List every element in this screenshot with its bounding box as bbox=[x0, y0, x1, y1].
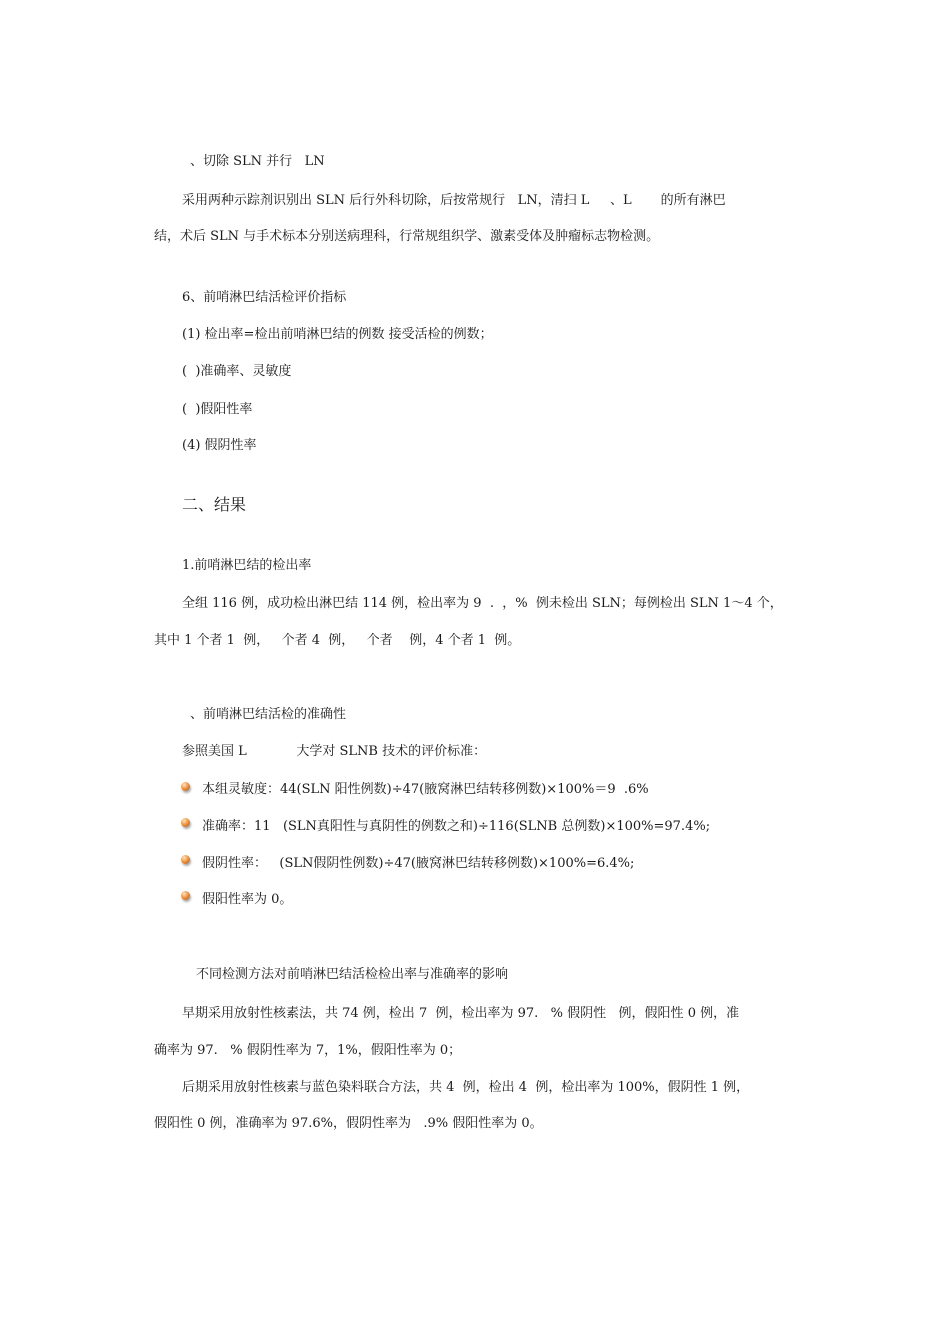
bullet-sensitivity: 本组灵敏度：44(SLN 阳性例数)÷47(腋窝淋巴结转移例数)×100%＝9 .6% bbox=[202, 782, 649, 797]
result-2-intro: 参照美国 L 大学对 SLNB 技术的评价标准： bbox=[182, 744, 487, 759]
bullet-accuracy: 准确率：11 (SLN真阳性与真阴性的例数之和)÷116(SLNB 总例数)×100%=97.4%; bbox=[202, 819, 711, 834]
result-2-heading: 、前哨淋巴结活检的准确性 bbox=[190, 707, 347, 722]
result-3-paragraph-2-line-1: 后期采用放射性核素与蓝色染料联合方法，共 4 例，检出 4 例，检出率为 100%，假阴性 1 例， bbox=[182, 1080, 750, 1095]
criteria-item-2: ( )准确率、灵敏度 bbox=[182, 364, 292, 379]
result-1-paragraph-line-1: 全组 116 例，成功检出淋巴结 114 例，检出率为 9 . ，% 例未检出 SLN；每例检出 SLN 1～4 个， bbox=[182, 596, 783, 611]
criteria-item-1: (1) 检出率=检出前哨淋巴结的例数 接受活检的例数； bbox=[182, 327, 493, 342]
criteria-item-4: (4) 假阴性率 bbox=[182, 438, 257, 453]
orange-bullet-icon bbox=[181, 855, 190, 864]
section-5-paragraph-line-2: 结，术后 SLN 与手术标本分别送病理科，行常规组织学、激素受体及肿瘤标志物检测。 bbox=[154, 229, 660, 244]
result-1-paragraph-line-2: 其中 1 个者 1 例， 个者 4 例， 个者 例，4 个者 1 例。 bbox=[154, 633, 521, 648]
orange-bullet-icon bbox=[181, 782, 190, 791]
criteria-item-3: ( )假阳性率 bbox=[182, 402, 253, 417]
orange-bullet-icon bbox=[181, 818, 190, 827]
bullet-false-positive-rate: 假阳性率为 0。 bbox=[202, 892, 293, 907]
result-3-paragraph-2-line-2: 假阳性 0 例，准确率为 97.6%，假阴性率为 .9% 假阳性率为 0。 bbox=[154, 1116, 543, 1131]
result-3-paragraph-1-line-2: 确率为 97. % 假阴性率为 7，1%，假阳性率为 0； bbox=[154, 1043, 462, 1058]
result-3-paragraph-1-line-1: 早期采用放射性核素法，共 74 例，检出 7 例，检出率为 97. % 假阴性 例，假阳性 0 例，准 bbox=[182, 1006, 740, 1021]
section-5-paragraph-line-1: 采用两种示踪剂识别出 SLN 后行外科切除，后按常规行 LN，清扫 L 、L 的所有淋巴 bbox=[182, 193, 726, 208]
section-5-heading: 、切除 SLN 并行 LN bbox=[190, 154, 325, 169]
result-1-heading: 1.前哨淋巴结的检出率 bbox=[182, 558, 312, 573]
results-heading: 二、结果 bbox=[182, 495, 247, 514]
bullet-false-negative-rate: 假阴性率： (SLN假阴性例数)÷47(腋窝淋巴结转移例数)×100%=6.4%; bbox=[202, 856, 635, 871]
orange-bullet-icon bbox=[181, 891, 190, 900]
result-3-heading: 不同检测方法对前哨淋巴结活检检出率与准确率的影响 bbox=[196, 967, 509, 982]
section-6-heading: 6、前哨淋巴结活检评价指标 bbox=[182, 290, 347, 305]
